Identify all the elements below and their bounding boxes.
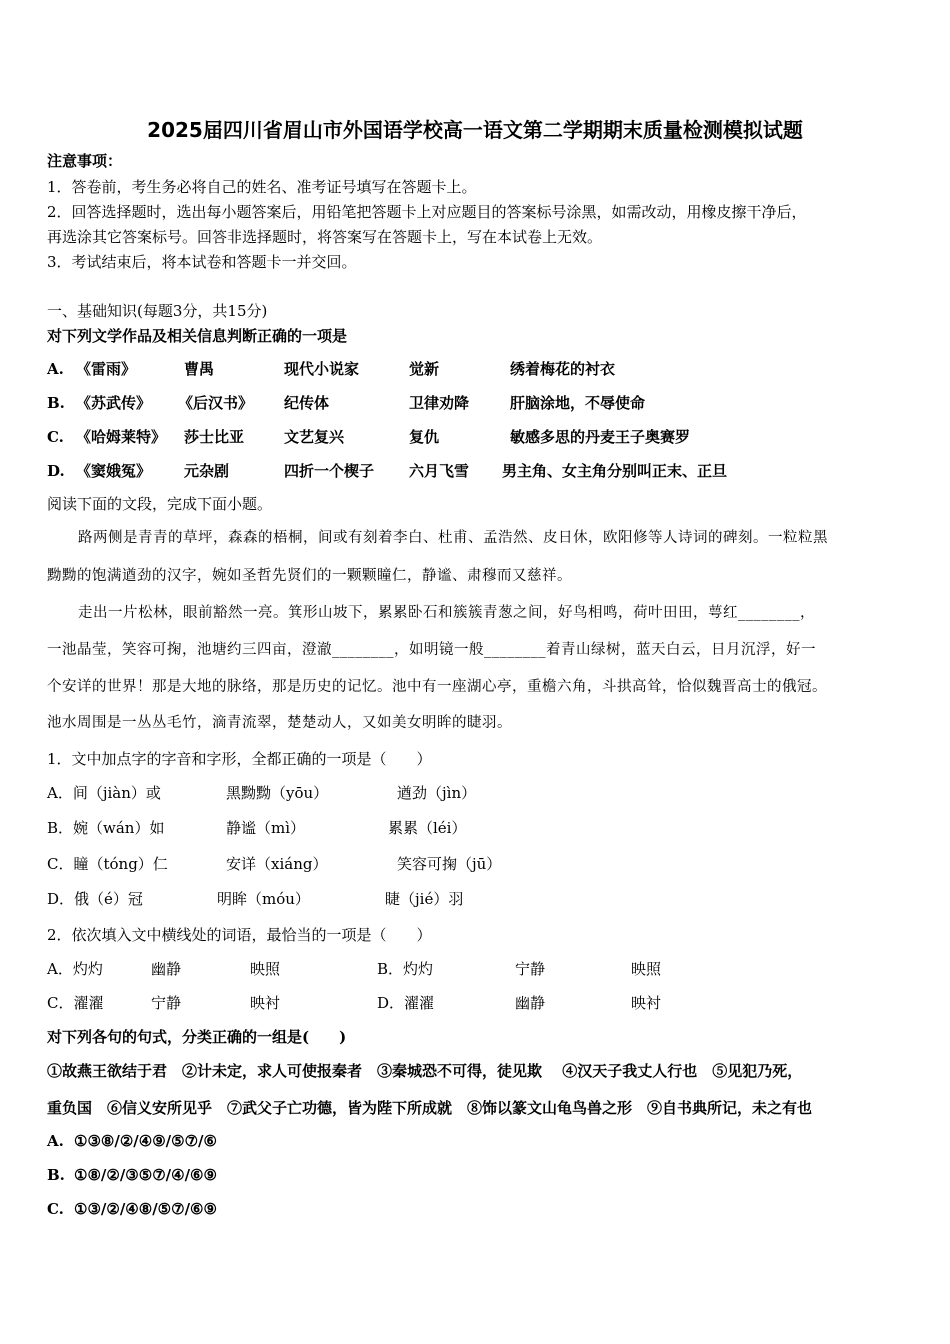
- option-item: D．濯濯: [377, 994, 435, 1012]
- option-item: 幽静: [151, 960, 182, 978]
- option-info: 现代小说家: [284, 360, 360, 378]
- option-letter: A.: [47, 1132, 64, 1150]
- option-letter: B.: [47, 1166, 65, 1184]
- option-item: 累累（léi）: [388, 819, 467, 837]
- option-item: 安详（xiáng）: [226, 855, 328, 873]
- passage-line: 个安详的世界！那是大地的脉络，那是历史的记忆。池中有一座湖心亭，重檐六角，斗拱高耸，恰似魏晋高士的俄冠。: [47, 679, 827, 695]
- option-item: ①⑧/②/③⑤⑦/④/⑥⑨: [74, 1166, 217, 1184]
- option-detail: 觉新: [409, 360, 440, 378]
- option-author: 曹禺: [184, 360, 215, 378]
- notice-line-2b: 再选涂其它答案标号。回答非选择题时，将答案写在答题卡上，写在本试卷上无效。: [47, 228, 603, 246]
- passage-line: 池水周围是一丛丛毛竹，滴青流翠，楚楚动人，又如美女明眸的睫羽。: [47, 715, 512, 731]
- question-items: 重负国 ⑥信义安所见乎 ⑦武父子亡功德，皆为陛下所成就 ⑧饰以篆文山龟鸟兽之形 ⑨自书典所记，未之有也: [47, 1099, 813, 1117]
- option-item: ①③⑧/②/④⑨/⑤⑦/⑥: [74, 1132, 217, 1150]
- option-detail: 卫律劝降: [409, 394, 470, 412]
- notice-heading: 注意事项：: [47, 152, 123, 170]
- option-work: 《窦娥冤》: [76, 462, 152, 480]
- option-item: 映照: [250, 960, 281, 978]
- option-item: 笑容可掬（jū）: [397, 855, 502, 873]
- option-item: C．瞳（tóng）仁: [47, 855, 168, 873]
- option-item: ①③/②/④⑧/⑤⑦/⑥⑨: [74, 1200, 217, 1218]
- option-item: 幽静: [515, 994, 546, 1012]
- option-item: D．俄（é）冠: [47, 890, 143, 908]
- option-detail: 六月飞雪: [409, 462, 470, 480]
- passage-line: 黝黝的饱满遒劲的汉字，婉如圣哲先贤们的一颗颗瞳仁，静谧、肃穆而又慈祥。: [47, 568, 572, 584]
- option-letter: A.: [47, 360, 64, 378]
- option-item: 宁静: [151, 994, 182, 1012]
- option-info: 四折一个楔子: [284, 462, 375, 480]
- option-note: 男主角、女主角分别叫正末、正旦: [502, 462, 728, 480]
- question-stem: 1．文中加点字的字音和字形，全都正确的一项是（ ）: [47, 750, 432, 768]
- option-item: A．间（jiàn）或: [47, 784, 161, 802]
- option-item: 宁静: [515, 960, 546, 978]
- option-item: 映照: [631, 960, 662, 978]
- passage-line: 一池晶莹，笑容可掬，池塘约三四亩，澄澈________，如明镜一般________着青山绿树，蓝天白云，日月沉浮，好一: [47, 642, 816, 658]
- option-note: 敏感多思的丹麦王子奥赛罗: [510, 428, 691, 446]
- notice-line-3: 3．考试结束后，将本试卷和答题卡一并交回。: [47, 253, 357, 271]
- page-title: 2025届四川省眉山市外国语学校高一语文第二学期期末质量检测模拟试题: [147, 118, 803, 142]
- option-detail: 复仇: [409, 428, 440, 446]
- option-item: A．灼灼: [47, 960, 103, 978]
- option-author: 莎士比亚: [184, 428, 245, 446]
- section-heading: 一、基础知识(每题3分，共15分): [47, 302, 268, 320]
- option-letter: C.: [47, 1200, 64, 1218]
- option-note: 肝脑涂地，不辱使命: [510, 394, 646, 412]
- option-item: 映衬: [631, 994, 662, 1012]
- option-letter: B.: [47, 394, 65, 412]
- option-work: 《苏武传》: [76, 394, 152, 412]
- option-item: 明眸（móu）: [217, 890, 310, 908]
- option-letter: C.: [47, 428, 64, 446]
- option-item: 睫（jié）羽: [385, 890, 464, 908]
- notice-line-1: 1．答卷前，考生务必将自己的姓名、准考证号填写在答题卡上。: [47, 178, 477, 196]
- passage-line: 路两侧是青青的草坪，森森的梧桐，间或有刻着李白、杜甫、孟浩然、皮日休，欧阳修等人诗词的碑刻。一粒粒黑: [78, 530, 828, 546]
- question-stem: 对下列文学作品及相关信息判断正确的一项是: [47, 327, 348, 345]
- option-item: 映衬: [250, 994, 281, 1012]
- notice-line-2a: 2．回答选择题时，选出每小题答案后，用铅笔把答题卡上对应题目的答案标号涂黑，如需改动，用橡皮擦干净后，: [47, 203, 807, 221]
- question-stem: 2．依次填入文中横线处的词语，最恰当的一项是（ ）: [47, 926, 432, 944]
- passage-line: 走出一片松林，眼前豁然一亮。箕形山坡下，累累卧石和簇簇青葱之间，好鸟相鸣，荷叶田田，萼红________，: [78, 605, 815, 621]
- question-items: ①故燕王欲结于君 ②计未定，求人可使报秦者 ③秦城恐不可得，徒见欺 ④汉天子我丈人行也 ⑤见犯乃死，: [47, 1062, 803, 1080]
- option-item: 静谧（mì）: [226, 819, 306, 837]
- option-author: 《后汉书》: [178, 394, 254, 412]
- question-stem: 对下列各句的句式，分类正确的一组是( ): [47, 1028, 347, 1046]
- reading-intro: 阅读下面的文段，完成下面小题。: [47, 495, 273, 513]
- option-item: 黑黝黝（yōu）: [226, 784, 329, 802]
- option-item: B．婉（wán）如: [47, 819, 165, 837]
- option-item: B．灼灼: [377, 960, 434, 978]
- option-author: 元杂剧: [184, 462, 230, 480]
- option-item: 遒劲（jìn）: [397, 784, 477, 802]
- option-work: 《雷雨》: [76, 360, 137, 378]
- option-info: 纪传体: [284, 394, 330, 412]
- option-item: C．濯濯: [47, 994, 104, 1012]
- option-note: 绣着梅花的衬衣: [510, 360, 616, 378]
- option-work: 《哈姆莱特》: [76, 428, 167, 446]
- option-letter: D.: [47, 462, 65, 480]
- option-info: 文艺复兴: [284, 428, 345, 446]
